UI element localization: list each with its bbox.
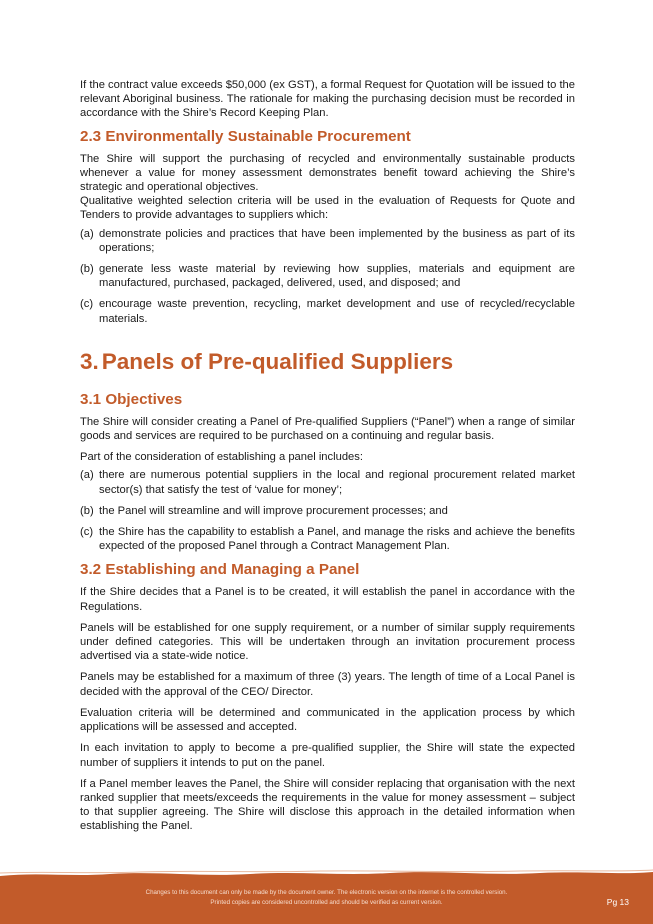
paragraph: If the Shire decides that a Panel is to be created, it will establish the panel in accordance with the Regulations. — [80, 586, 575, 613]
page-number: Pg 13 — [606, 897, 629, 907]
intro-paragraph: If the contract value exceeds $50,000 (ex GST), a formal Request for Quotation will be issued to the relevant Aboriginal business. The rationale for making the purchasing decision must be recorded in accordance with the Shire’s Record Keeping Plan. — [80, 79, 575, 120]
list-item: (a) demonstrate policies and practices that have been implemented by the business as part of its operations; — [80, 227, 575, 254]
list-item: (b) the Panel will streamline and will improve procurement processes; and — [80, 504, 448, 517]
list-item: (c) the Shire has the capability to establish a Panel, and manage the risks and achieve the benefits expected of the proposed Panel through a Contract Management Plan. — [80, 526, 575, 553]
list-item: (b) generate less waste material by reviewing how supplies, materials and equipment are manufactured, purchased, packaged, delivered, used, and disposed; and — [80, 263, 575, 290]
section-3-2-heading: 3.2 Establishing and Managing a Panel — [80, 561, 360, 579]
document-body — [80, 78, 575, 834]
paragraph: The Shire will consider creating a Panel of Pre-qualified Suppliers (“Panel”) when a range of similar goods and services are required to be purchased on a continuing and regular basis. — [80, 415, 575, 443]
section-2-3-heading: 2.3 Environmentally Sustainable Procurement — [80, 127, 411, 145]
paragraph: Panels may be established for a maximum of three (3) years. The length of time of a Local Panel is decided with the approval of the CEO/ Director. — [80, 671, 575, 698]
paragraph: Qualitative weighted selection criteria will be used in the evaluation of Requests for Quote and Tenders to provide advantages to suppliers which: — [80, 195, 575, 222]
paragraph: If a Panel member leaves the Panel, the Shire will consider replacing that organisation with the next ranked supplier that meets/exceeds the requirements in the value for money assessment – subject to that supplier agreeing. The Shire will disclose this approach in the detailed information when establishing the Panel. — [80, 777, 575, 833]
footer-disclaimer: Changes to this document can only be made by the document owner. The electronic version on the internet is the controlled version. Printed copies are considered uncontrolled and should be verified as current version. — [145, 889, 508, 906]
paragraph: In each invitation to apply to become a pre-qualified supplier, the Shire will state the expected number of suppliers it intends to put on the panel. — [80, 742, 575, 769]
list-item: (a) there are numerous potential suppliers in the local and regional procurement related market sector(s) that satisfy the test of ‘value for money’; — [80, 469, 575, 496]
section-3-1-heading: 3.1 Objectives — [80, 390, 183, 408]
criteria-list — [80, 227, 575, 326]
paragraph: The Shire will support the purchasing of recycled and environmentally sustainable products whenever a value for money assessment demonstrates benefit toward achieving the Shire’s strategic and operational objectives. — [80, 152, 575, 194]
considerations-list — [80, 468, 575, 553]
paragraph: Evaluation criteria will be determined and communicated in the application process by which applications will be assessed and accepted. — [80, 706, 575, 734]
paragraph: Part of the consideration of establishing a panel includes: — [80, 451, 363, 464]
paragraph: Panels will be established for one supply requirement, or a number of similar supply requirements under defined categories. This will be undertaken through an invitation procurement process advertised via a state-wide notice. — [80, 621, 575, 663]
section-3-heading: 3. Panels of Pre-qualified Suppliers — [80, 348, 454, 374]
list-item: (c) encourage waste prevention, recycling, market development and use of recycled/recyclable materials. — [80, 298, 575, 325]
